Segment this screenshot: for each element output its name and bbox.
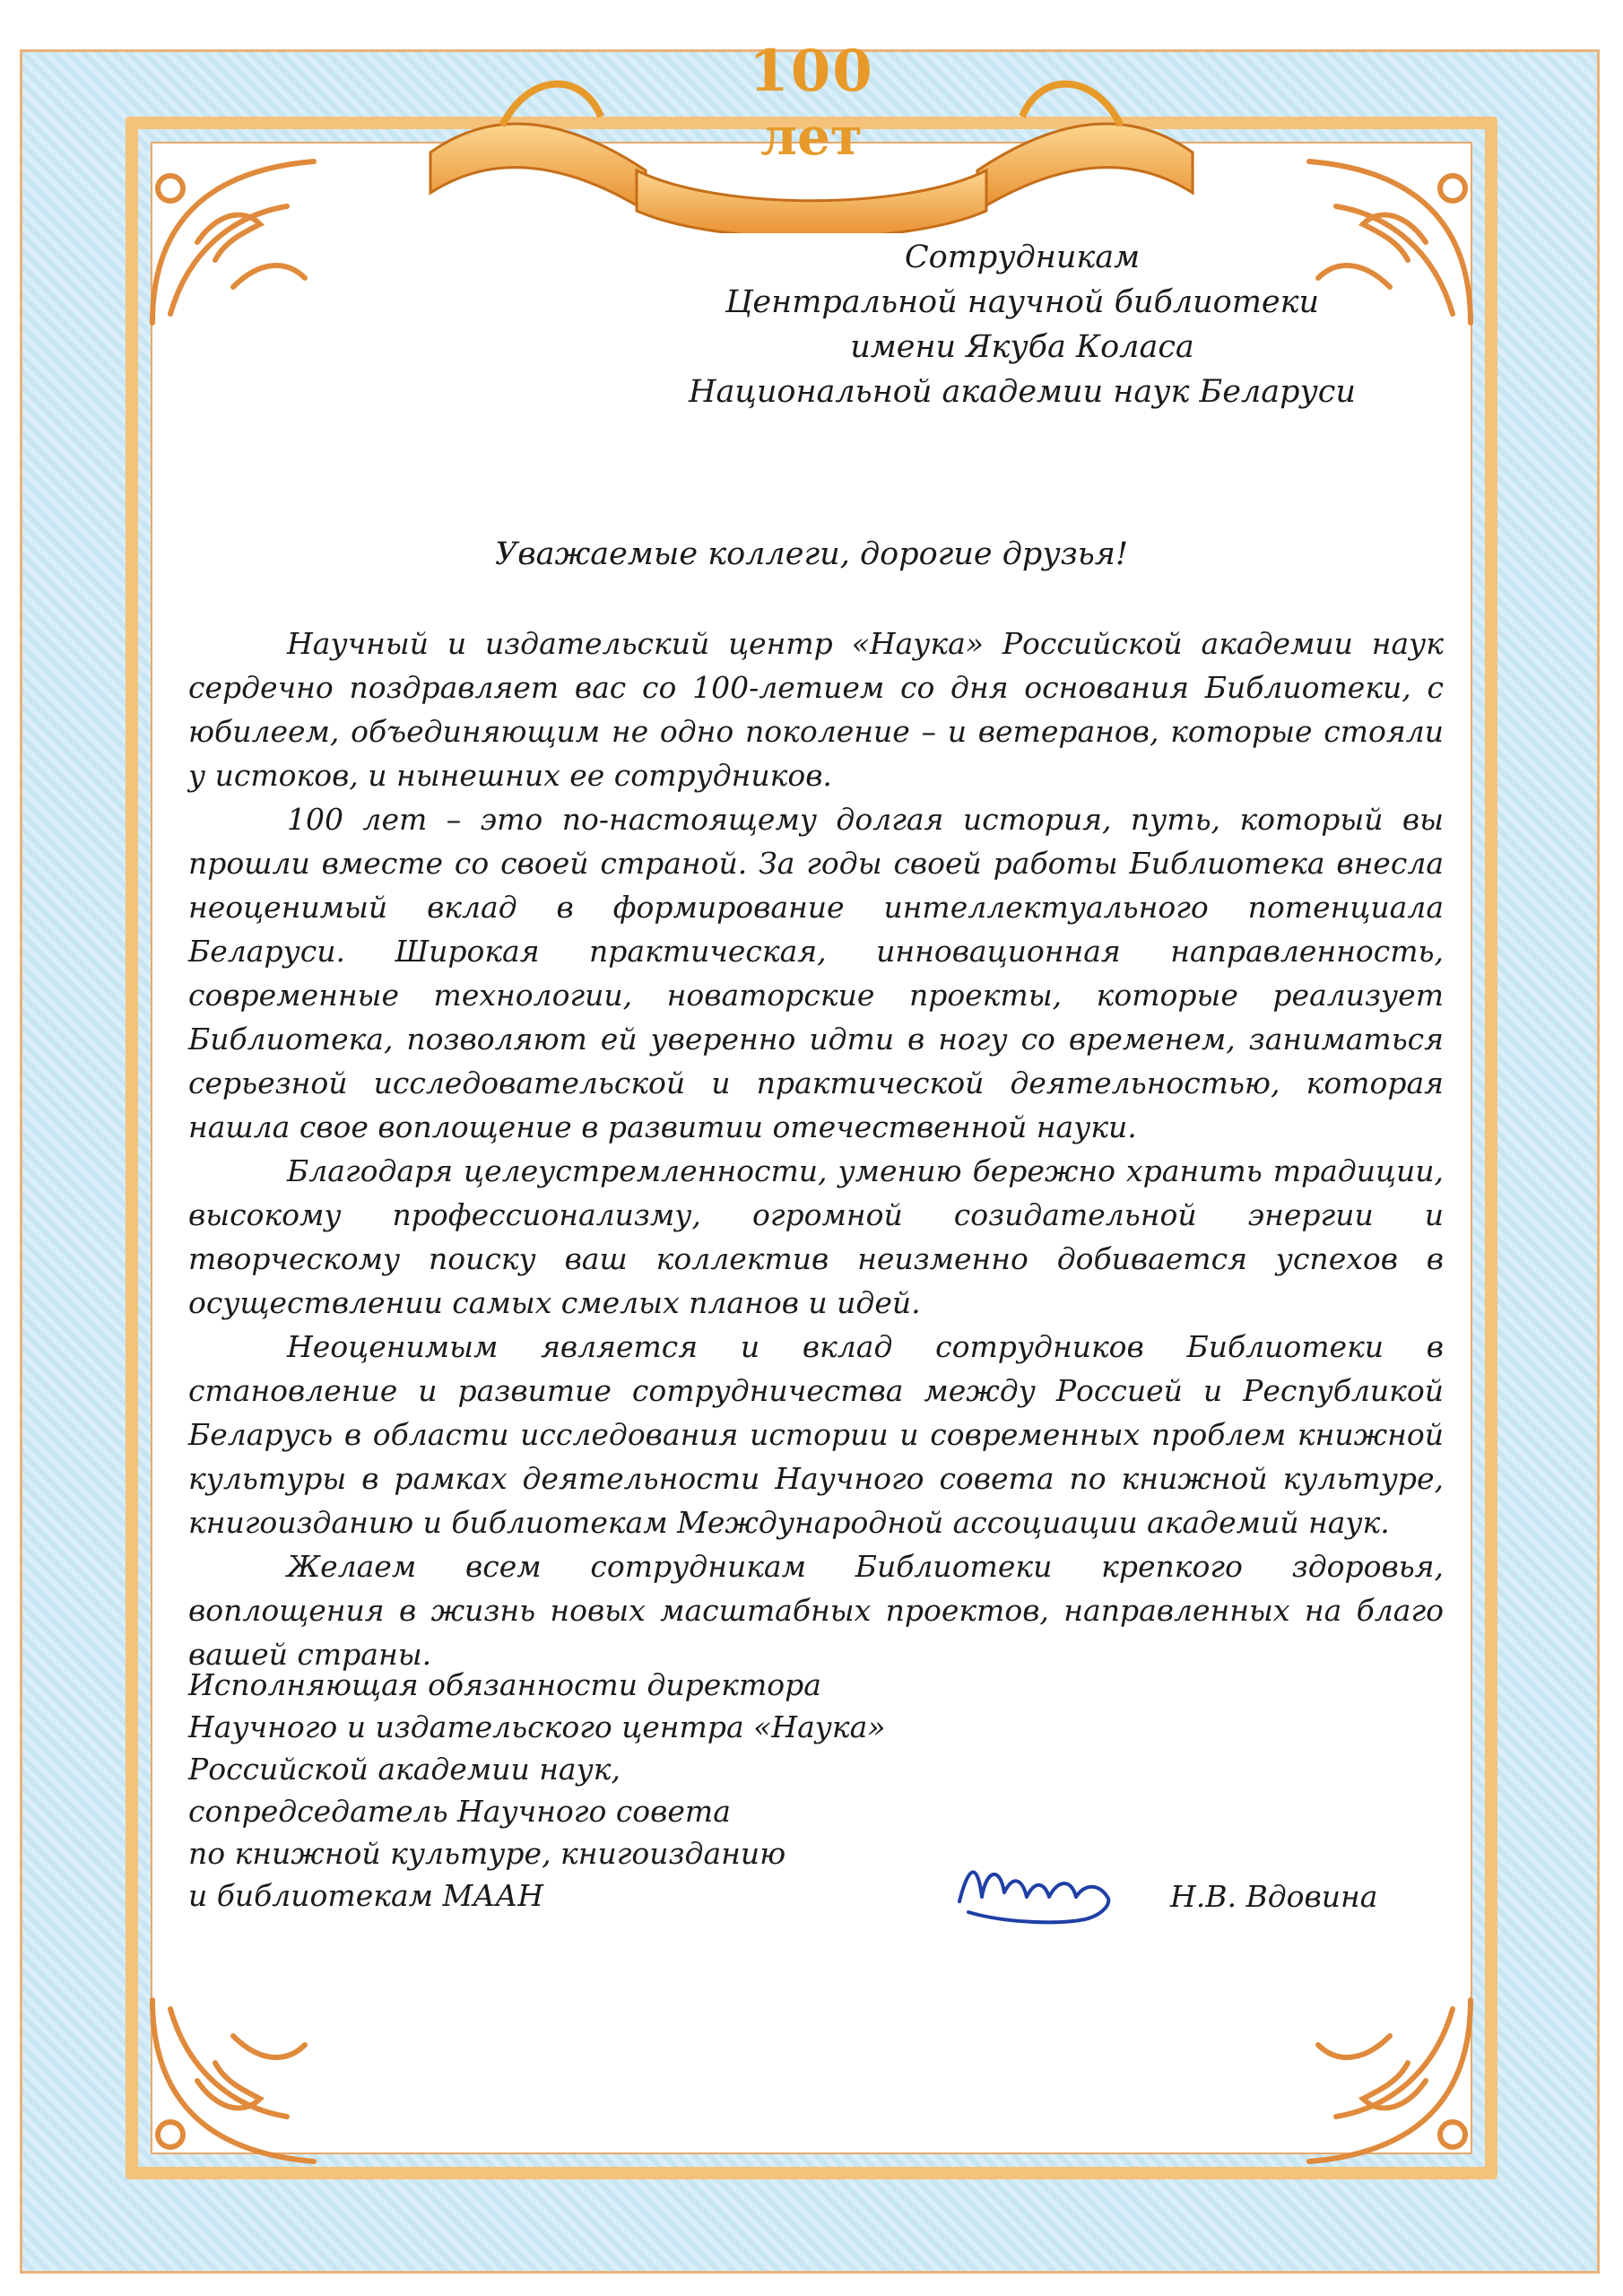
- addressee-line: Сотрудникам: [904, 239, 1141, 275]
- signer-name: Н.В. Вдовина: [1170, 1879, 1378, 1914]
- badge-number: 100: [749, 38, 874, 105]
- salutation: Уважаемые коллеги, дорогие друзья!: [494, 536, 1129, 572]
- position-line: Российской академии наук,: [188, 1752, 621, 1787]
- position-line: сопредседатель Научного совета: [188, 1794, 731, 1829]
- badge-word: лет: [760, 106, 863, 167]
- body-paragraph: 100 лет – это по-настоящему долгая история, путь, который вы прошли вместе со своей страной. За годы своей работы Библиотека внесла неоценимый вклад в формирование интеллектуального потенциала Беларуси. Широкая практическая, инновационная направленность, современные технологии, новаторские проекты, которые реализует Библиотека, позволяют ей уверенно идти в ногу со временем, заниматься серьезной исследовательской и практической деятельностью, которая нашла свое воплощение в развитии отечественной науки.: [188, 802, 1444, 1144]
- corner-ornament-bottom-left: [135, 1982, 341, 2188]
- body-paragraph: Научный и издательский центр «Наука» Российской академии наук сердечно поздравляет вас со 100-летием со дня основания Библиотеки, с юбилеем, объединяющим не одно поколение – и ветеранов, которые стояли у истоков, и нынешних ее сотрудников.: [188, 626, 1444, 793]
- body-paragraph: Благодаря целеустремленности, умению бережно хранить традиции, высокому профессионализму, огромной созидательной энергии и творческому поиску ваш коллектив неизменно добивается успехов в осуществлении самых смелых планов и идей.: [188, 1153, 1444, 1320]
- body-paragraph: Неоценимым является и вклад сотрудников Библиотеки в становление и развитие сотрудничества между Россией и Республикой Беларусь в области исследования истории и современных проблем книжной культуры в рамках деятельности Научного совета по книжной культуре, книгоизданию и библиотекам Международной ассоциации академий наук.: [188, 1329, 1444, 1540]
- addressee-line: имени Якуба Коласа: [850, 329, 1194, 365]
- position-line: по книжной культуре, книгоизданию: [188, 1836, 786, 1871]
- corner-ornament-bottom-right: [1282, 1982, 1488, 2188]
- addressee-line: Национальной академии наук Беларуси: [689, 374, 1356, 410]
- position-line: и библиотекам МААН: [188, 1878, 544, 1913]
- body-paragraph: Желаем всем сотрудникам Библиотеки крепкого здоровья, воплощения в жизнь новых масштабных проектов, направленных на благо вашей страны.: [188, 1549, 1444, 1672]
- position-line: Исполняющая обязанности директора: [188, 1667, 821, 1702]
- addressee-block: [681, 235, 1363, 414]
- letter-body: [188, 622, 1444, 1676]
- signatory-position: [188, 1664, 995, 1917]
- addressee-line: Центральной научной библиотеки: [725, 284, 1320, 320]
- handwritten-signature: [950, 1848, 1130, 1928]
- position-line: Научного и издательского центра «Наука»: [188, 1709, 886, 1744]
